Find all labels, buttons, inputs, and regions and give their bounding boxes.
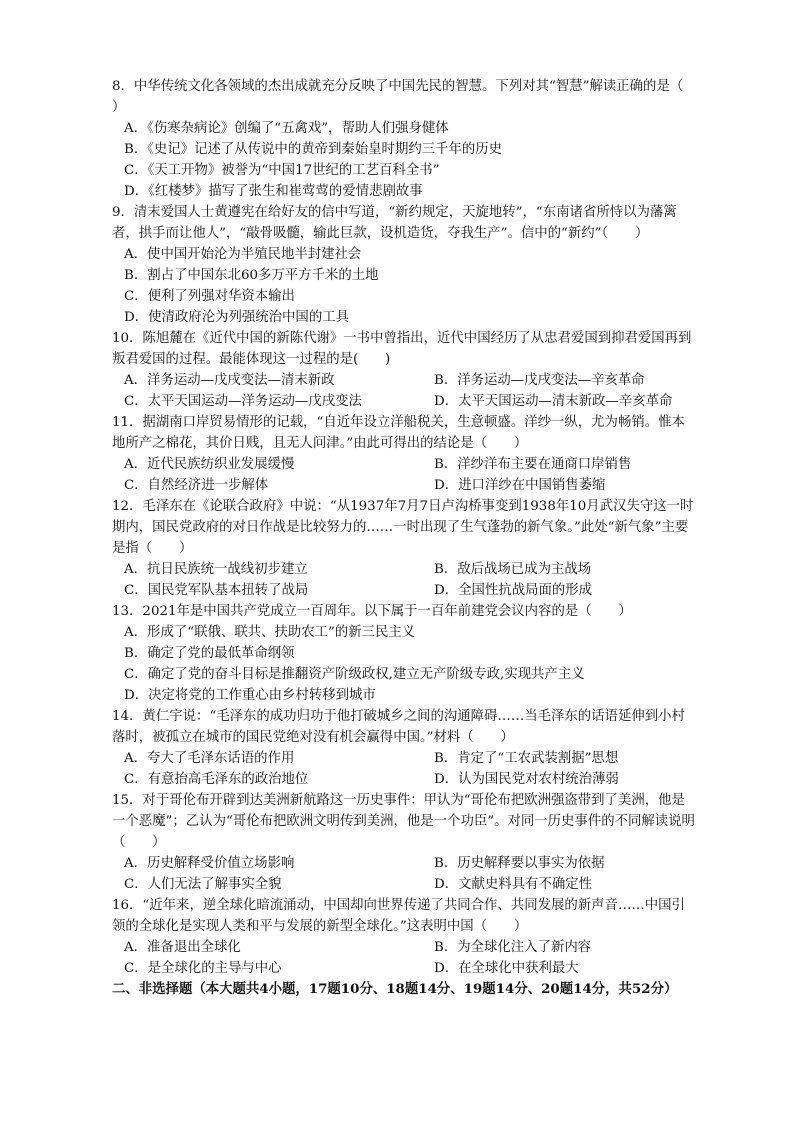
answer-option: D．《红楼梦》描写了张生和崔莺莺的爱情悲剧故事	[124, 184, 423, 199]
question-item	[112, 706, 697, 790]
answer-option: D．认为国民党对农村统治薄弱	[434, 772, 619, 787]
option-row	[112, 874, 697, 895]
section-title: 二、非选择题（本大题共4小题，17题10分、18题14分、19题14分、20题14分，共52分）	[112, 981, 678, 997]
question-item	[112, 202, 697, 328]
answer-option: C．太平天国运动—洋务运动—戊戌变法	[124, 394, 362, 409]
answer-option: C．确定了党的奋斗目标是推翻资产阶级政权,建立无产阶级专政,实现共产主义	[124, 667, 585, 682]
answer-option: B．洋务运动—戊戌变法—辛亥革命	[434, 373, 645, 388]
question-stem: 8．中华传统文化各领域的杰出成就充分反映了中国先民的智慧。下列对其“智慧”解读正确的是（ ）	[112, 79, 711, 115]
question-stem: 10．陈旭麓在《近代中国的新陈代谢》一书中曾指出，近代中国经历了从忠君爱国到抑君爱国再到叛君爱国的过程。最能体现这一过程的是( )	[112, 331, 692, 367]
answer-option: D．文献史料具有不确定性	[434, 877, 593, 892]
answer-option: B．洋纱洋布主要在通商口岸销售	[434, 457, 632, 472]
answer-option: A．历史解释受价值立场影响	[124, 856, 295, 871]
answer-option: D．全国性抗战局面的形成	[434, 583, 593, 598]
answer-option: D．进口洋纱在中国销售萎缩	[434, 478, 606, 493]
question-stem: 11．据湖南口岸贸易情形的记载，“自近年设立洋船税关，生意顿盛。洋纱一纵，尤为畅销。惟本地所产之棉花，其价日贱，且无人问津。”由此可得出的结论是（ ）	[112, 415, 685, 451]
answer-option: D．决定将党的工作重心由乡村转移到城市	[124, 688, 376, 703]
answer-option: B．割占了中国东北60多万平方千米的土地	[124, 268, 379, 283]
answer-option: C．国民党军队基本扭转了战局	[124, 583, 309, 598]
option-row	[112, 391, 697, 412]
answer-option: B．确定了党的最低革命纲领	[124, 646, 295, 661]
answer-option: B．《史记》记述了从传说中的黄帝到秦始皇时期约三千年的历史	[124, 142, 503, 157]
answer-option: B．为全球化注入了新内容	[434, 940, 592, 955]
question-item	[112, 895, 697, 979]
answer-option: A．近代民族纺织业发展缓慢	[124, 457, 295, 472]
question-stem: 16．“近年来，逆全球化暗流涌动，中国却向世界传递了共同合作、共同发展的新声音……中国引领的全球化是实现人类和平与发展的新型全球化。”这表明中国（ ）	[112, 898, 685, 934]
answer-option: A．洋务运动—戊戌变法—清末新政	[124, 373, 335, 388]
answer-option: D．在全球化中获利最大	[434, 961, 579, 976]
answer-option: A．《伤寒杂病论》创编了“五禽戏”，帮助人们强身健体	[124, 121, 449, 136]
question-item	[112, 328, 697, 412]
question-stem: 9．清末爱国人士黄遵宪在给好友的信中写道，“新约规定，天旋地转”，“东南诸省所恃以为藩篱者，拱手而让他人”，“敲骨吸髓，输此巨款，设机造货，夺我生产”。信中的“新约”（ ）	[112, 205, 677, 241]
answer-option: B．历史解释要以事实为依据	[434, 856, 605, 871]
question-stem: 12．毛泽东在《论联合政府》中说：“从1937年7月7日卢沟桥事变到1938年10月武汉失守这一时期内，国民党政府的对日作战是比较努力的……一时出现了生气蓬勃的新气象。”此处“新气象”主要是指（ ）	[112, 499, 694, 556]
option-row	[112, 559, 697, 580]
question-list	[112, 76, 711, 1000]
answer-option: B．肯定了“工农武装割据”思想	[434, 751, 619, 766]
question-item	[112, 496, 697, 601]
option-row	[112, 937, 697, 958]
answer-option: C．有意抬高毛泽东的政治地位	[124, 772, 309, 787]
option-row	[112, 475, 697, 496]
answer-option: C．便利了列强对华资本输出	[124, 289, 295, 304]
answer-option: A．夸大了毛泽东话语的作用	[124, 751, 295, 766]
question-item	[112, 412, 697, 496]
option-row	[112, 370, 697, 391]
option-row	[112, 769, 697, 790]
option-row	[112, 853, 697, 874]
question-stem: 15．对于哥伦布开辟到达美洲新航路这一历史事件：甲认为“哥伦布把欧洲强盗带到了美洲，他是一个恶魔”；乙认为“哥伦布把欧洲文明传到美洲，他是一个功臣”。对同一历史事件的不同解读说明（ ）	[112, 793, 695, 850]
answer-option: C．《天工开物》被誉为“中国17世纪的工艺百科全书”	[124, 163, 440, 178]
answer-option: D．使清政府沦为列强统治中国的工具	[124, 310, 349, 325]
option-row	[112, 580, 697, 601]
option-row	[112, 748, 697, 769]
option-row	[112, 958, 697, 979]
option-row	[112, 454, 697, 475]
answer-option: D．太平天国运动—清末新政—辛亥革命	[434, 394, 673, 409]
question-item	[112, 601, 697, 706]
question-item	[112, 790, 697, 895]
answer-option: C．是全球化的主导与中心	[124, 961, 282, 976]
answer-option: A．使中国开始沦为半殖民地半封建社会	[124, 247, 362, 262]
question-stem: 14．黄仁宇说：“毛泽东的成功归功于他打破城乡之间的沟通障碍……当毛泽东的话语延伸到小村落时，被孤立在城市的国民党绝对没有机会赢得中国。”材料（ ）	[112, 709, 685, 745]
answer-option: A．准备退出全球化	[124, 940, 241, 955]
question-item	[112, 76, 711, 202]
answer-option: C．人们无法了解事实全貌	[124, 877, 282, 892]
answer-option: A．形成了“联俄、联共、扶助农工”的新三民主义	[124, 625, 416, 640]
question-stem: 13．2021年是中国共产党成立一百周年。以下属于一百年前建党会议内容的是（ ）	[112, 604, 632, 619]
answer-option: B．敌后战场已成为主战场	[434, 562, 592, 577]
answer-option: C．自然经济进一步解体	[124, 478, 269, 493]
answer-option: A．抗日民族统一战线初步建立	[124, 562, 308, 577]
